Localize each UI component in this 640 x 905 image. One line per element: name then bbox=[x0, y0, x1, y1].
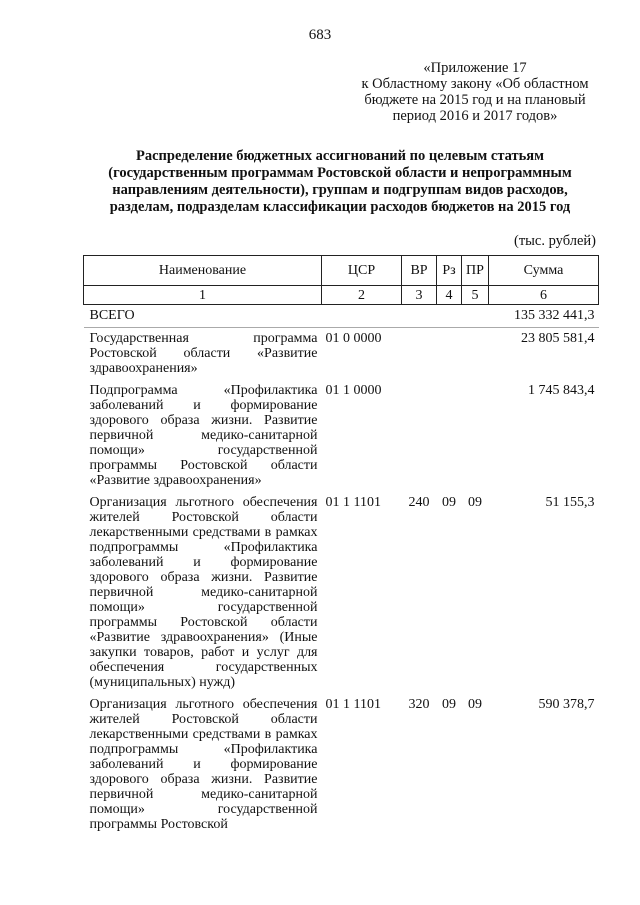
title-line: направлениям деятельности), группам и подгруппам видов расходов, bbox=[112, 182, 568, 198]
cell-pr: 09 bbox=[468, 697, 482, 712]
header-row bbox=[84, 256, 599, 286]
units-label: (тыс. рублей) bbox=[514, 233, 596, 249]
appendix-line: период 2016 и 2017 годов» bbox=[392, 108, 558, 124]
cell-pr bbox=[462, 380, 489, 492]
appendix-note bbox=[330, 60, 620, 124]
column-number: 4 bbox=[437, 286, 462, 305]
table-row bbox=[84, 305, 599, 328]
table-row bbox=[84, 328, 599, 381]
cell-sum: 135 332 441,3 bbox=[489, 305, 599, 328]
header-name: Наименование bbox=[84, 256, 322, 286]
cell-rz bbox=[437, 305, 462, 328]
cell-vr: 320 bbox=[408, 697, 430, 712]
cell-vr: 240 bbox=[408, 495, 430, 510]
cell-vr bbox=[402, 328, 437, 381]
header-vr: ВР bbox=[402, 256, 437, 286]
cell-name: Организация льготного обеспечения жителей Ростовской области лекарственными средствами в рамках подпрограммы «Профилактика заболеваний и формирование здорового образа жизни. Развитие первичной медико-санитарной помощи» государственной программы Ростовской bbox=[89, 697, 318, 832]
cell-vr bbox=[402, 305, 437, 328]
cell-csr: 01 1 1101 bbox=[325, 495, 381, 510]
budget-table bbox=[83, 255, 599, 836]
header-pr: ПР bbox=[462, 256, 489, 286]
cell-name: Подпрограмма «Профилактика заболеваний и формирование здорового образа жизни. Развитие первичной медико-санитарной помощи» государственной программы Ростовской области «Развитие здравоохранения» bbox=[89, 383, 318, 488]
cell-csr: 01 0 0000 bbox=[325, 331, 382, 346]
appendix-line: «Приложение 17 bbox=[423, 60, 527, 76]
cell-rz bbox=[437, 328, 462, 381]
cell-csr: 01 1 1101 bbox=[325, 697, 381, 712]
cell-rz: 09 bbox=[442, 697, 456, 712]
cell-sum: 23 805 581,4 bbox=[521, 331, 595, 346]
cell-name: Государственная программа Ростовской области «Развитие здравоохранения» bbox=[89, 331, 318, 376]
cell-rz: 09 bbox=[442, 495, 456, 510]
column-number: 1 bbox=[84, 286, 322, 305]
cell-sum: 51 155,3 bbox=[545, 495, 595, 510]
table-row bbox=[84, 380, 599, 492]
column-number: 2 bbox=[322, 286, 402, 305]
cell-name: Организация льготного обеспечения жителей Ростовской области лекарственными средствами в рамках подпрограммы «Профилактика заболеваний и формирование здорового образа жизни. Развитие первичной медико-санитарной помощи» государственной программы Ростовской области «Развитие здравоохранения» (Иные закупки товаров, работ и услуг для обеспечения государственных (муниципальных) нужд) bbox=[89, 495, 318, 690]
table-row bbox=[84, 694, 599, 836]
cell-sum: 590 378,7 bbox=[538, 697, 595, 712]
cell-pr bbox=[462, 305, 489, 328]
page-number: 683 bbox=[308, 27, 332, 43]
header-csr: ЦСР bbox=[322, 256, 402, 286]
table-row bbox=[84, 492, 599, 694]
appendix-line: бюджете на 2015 год и на плановый bbox=[364, 92, 586, 108]
cell-pr: 09 bbox=[468, 495, 482, 510]
header-rz: Рз bbox=[437, 256, 462, 286]
cell-csr bbox=[322, 305, 402, 328]
cell-rz bbox=[437, 380, 462, 492]
column-number: 3 bbox=[402, 286, 437, 305]
cell-csr: 01 1 0000 bbox=[325, 383, 382, 398]
appendix-line: к Областному закону «Об областном bbox=[361, 76, 589, 92]
cell-name: ВСЕГО bbox=[84, 305, 322, 328]
document-title bbox=[70, 148, 610, 216]
column-number: 6 bbox=[489, 286, 599, 305]
cell-pr bbox=[462, 328, 489, 381]
column-number-row bbox=[84, 286, 599, 305]
header-sum: Сумма bbox=[489, 256, 599, 286]
cell-vr bbox=[402, 380, 437, 492]
title-line: (государственным программам Ростовской области и непрограммным bbox=[108, 165, 572, 181]
title-line: разделам, подразделам классификации расходов бюджетов на 2015 год bbox=[109, 199, 571, 215]
cell-sum: 1 745 843,4 bbox=[528, 383, 595, 398]
column-number: 5 bbox=[462, 286, 489, 305]
title-line: Распределение бюджетных ассигнований по целевым статьям bbox=[135, 148, 545, 164]
